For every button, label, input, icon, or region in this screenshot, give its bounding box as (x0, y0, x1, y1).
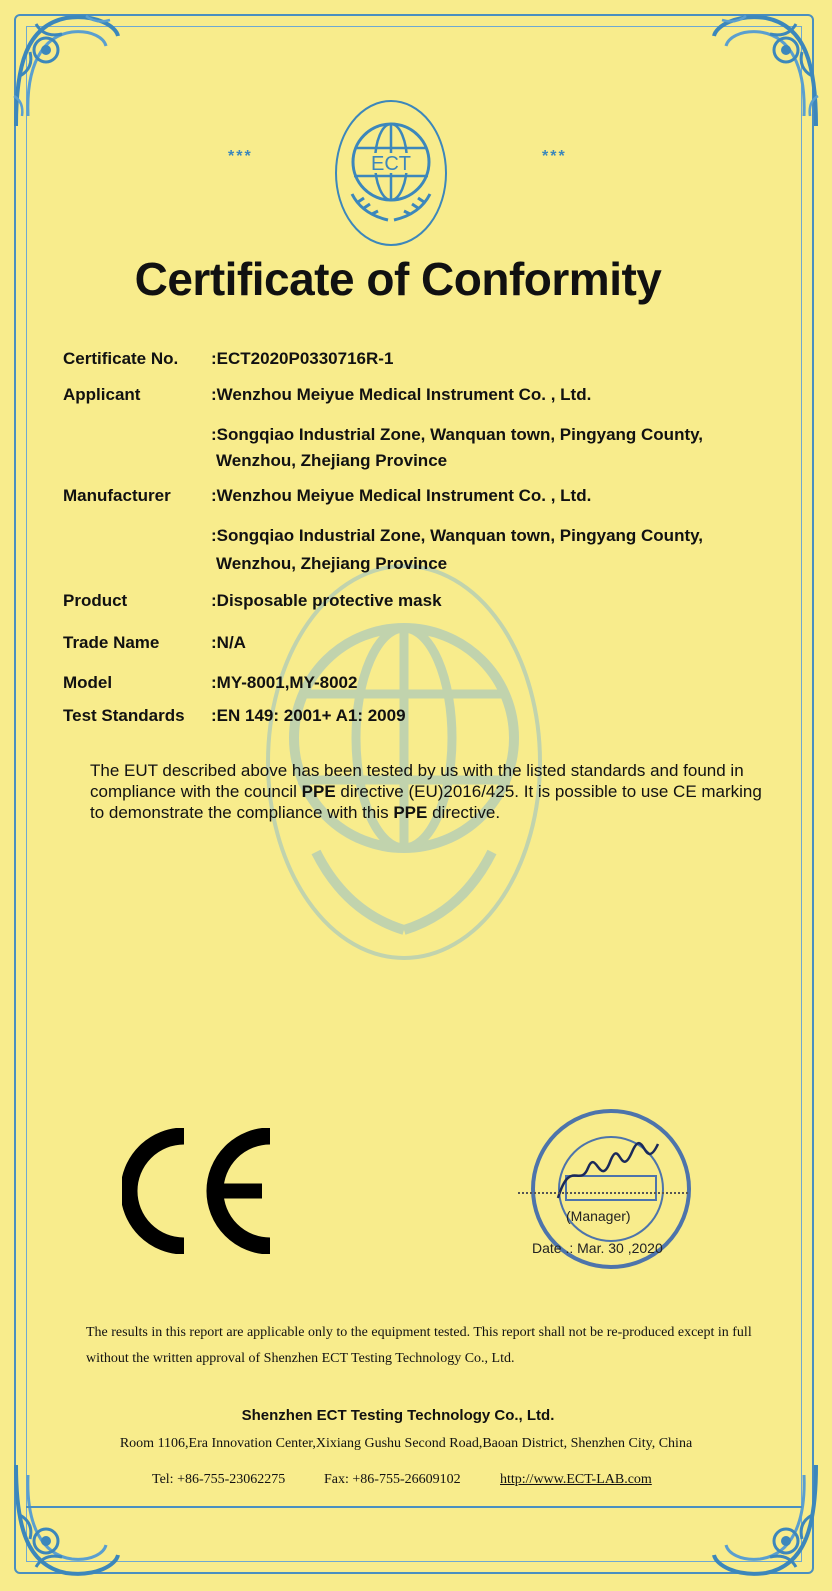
field-value: :N/A (211, 633, 246, 652)
field-label: Model (63, 673, 113, 692)
field-label: Trade Name (63, 633, 160, 652)
applicant-address-line1: :Songqiao Industrial Zone, Wanquan town, Pingyang County, (211, 425, 704, 444)
corner-ornament-icon (6, 1455, 126, 1585)
field-value: :MY-8001,MY-8002 (211, 673, 358, 692)
corner-ornament-icon (6, 6, 126, 136)
decorative-stars-left: *** (228, 148, 253, 165)
bottom-border-ornament-icon (26, 1500, 802, 1514)
field-label: Certificate No. (63, 349, 179, 368)
statement-ppe: PPE (393, 803, 428, 822)
field-label: Test Standards (63, 706, 185, 725)
statement-text: The EUT described above has been tested by us with the listed standards and found in compliance with the council (90, 761, 744, 801)
field-label: Applicant (63, 385, 141, 404)
ect-globe-logo-icon (332, 98, 450, 248)
signatory-title: (Manager) (566, 1208, 631, 1224)
corner-ornament-icon (706, 6, 826, 136)
issuer-fax: Fax: +86-755-26609102 (324, 1472, 461, 1487)
statement-text: directive (EU)2016/425. It is possible to use CE marking to demonstrate the compliance with this (90, 782, 762, 822)
issue-date: Date .: Mar. 30 ,2020 (532, 1240, 663, 1256)
field-label: Product (63, 591, 128, 610)
field-value: :Wenzhou Meiyue Medical Instrument Co. , Ltd. (211, 486, 592, 505)
issuer-telephone: Tel: +86-755-23062275 (152, 1472, 286, 1487)
issuer-company-name: Shenzhen ECT Testing Technology Co., Ltd. (241, 1407, 555, 1424)
field-value: :EN 149: 2001+ A1: 2009 (211, 706, 406, 725)
field-label: Manufacturer (63, 486, 171, 505)
manufacturer-address-line1: :Songqiao Industrial Zone, Wanquan town, Pingyang County, (211, 526, 704, 545)
signature-line (518, 1192, 688, 1194)
field-value: :Disposable protective mask (211, 591, 442, 610)
field-value: :ECT2020P0330716R-1 (211, 349, 394, 368)
manufacturer-address-line2: Wenzhou, Zhejiang Province (216, 554, 448, 573)
applicant-address-line2: Wenzhou, Zhejiang Province (216, 451, 448, 470)
field-value: :Wenzhou Meiyue Medical Instrument Co. , Ltd. (211, 385, 592, 404)
ce-mark-icon (122, 1128, 274, 1254)
issuer-website-link[interactable]: http://www.ECT-LAB.com (500, 1472, 652, 1487)
disclaimer-text: The results in this report are applicable only to the equipment tested. This report shall not be re-produced except in full without the written approval of Shenzhen ECT Testing Technology Co., Ltd. (86, 1325, 752, 1366)
statement-text: directive. (427, 803, 501, 822)
logo-text: ECT (371, 153, 411, 175)
decorative-stars-right: *** (542, 148, 567, 165)
certificate-title: Certificate of Conformity (134, 253, 662, 305)
issuer-address: Room 1106,Era Innovation Center,Xixiang Gushu Second Road,Baoan District, Shenzhen City, China (119, 1436, 693, 1451)
conformity-statement (90, 760, 780, 823)
corner-ornament-icon (706, 1455, 826, 1585)
statement-ppe: PPE (301, 782, 336, 801)
